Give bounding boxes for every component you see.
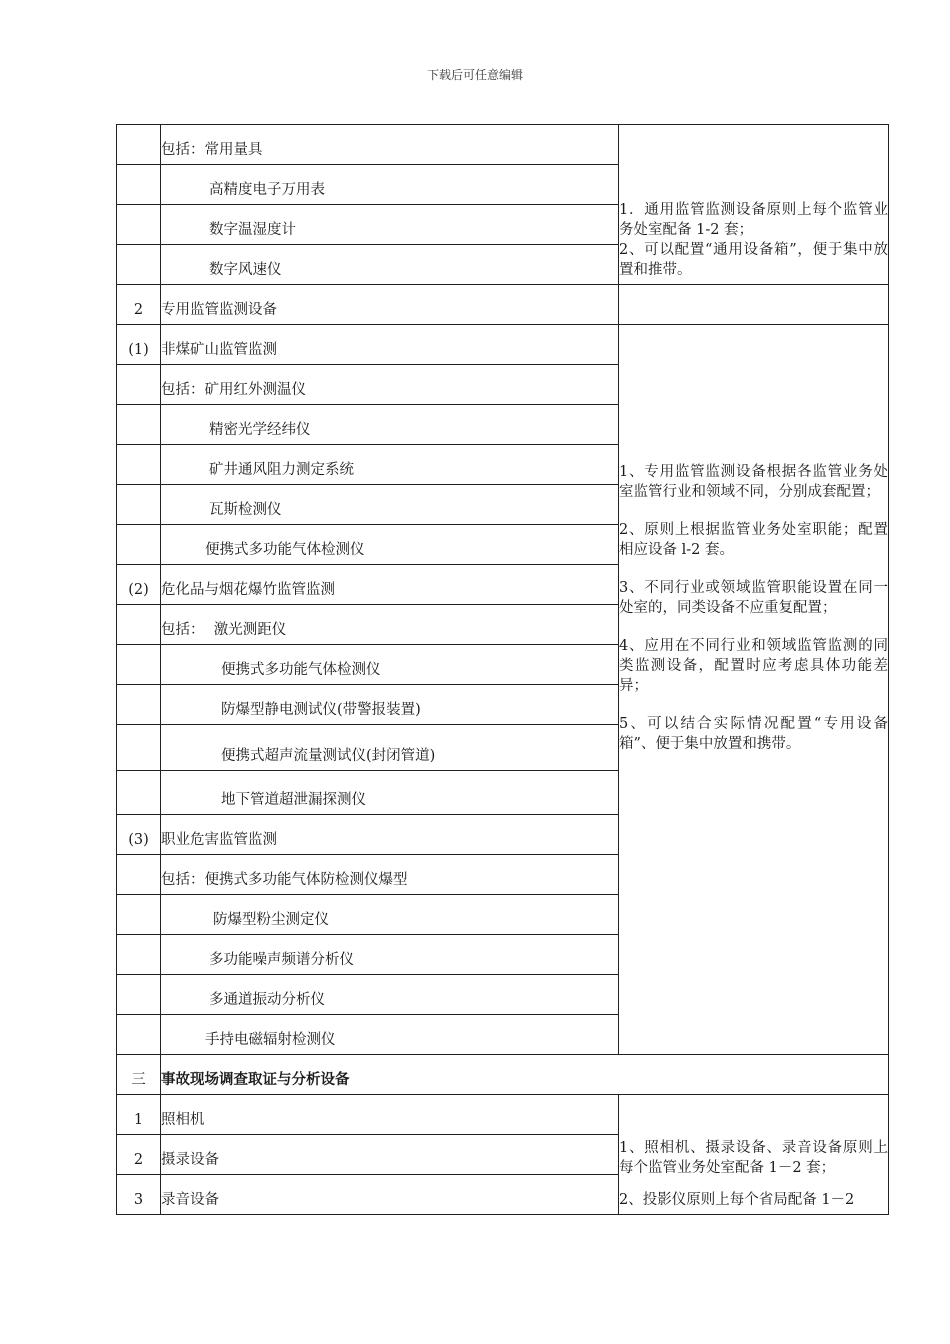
row-item: 非煤矿山监管监测: [161, 325, 619, 365]
row-number: [117, 365, 161, 405]
row-item: 防爆型静电测试仪(带警报装置): [161, 685, 619, 725]
row-number: [117, 645, 161, 685]
row-item: 矿井通风阻力测定系统: [161, 445, 619, 485]
row-item: 职业危害监管监测: [161, 815, 619, 855]
row-number: [117, 245, 161, 285]
row-item: 包括：常用量具: [161, 125, 619, 165]
row-number: [117, 125, 161, 165]
row-item: 精密光学经纬仪: [161, 405, 619, 445]
row-item: 手持电磁辐射检测仪: [161, 1015, 619, 1055]
row-item: 包括：矿用红外测温仪: [161, 365, 619, 405]
note-text: 2、投影仪原则上每个省局配备 1－2: [619, 1192, 855, 1208]
row-number: [117, 485, 161, 525]
row-item: 瓦斯检测仪: [161, 485, 619, 525]
row-item: 便携式超声流量测试仪(封闭管道): [161, 725, 619, 771]
row-number: [117, 935, 161, 975]
table-row: [117, 125, 889, 165]
table-row: [117, 285, 889, 325]
row-item: 摄录设备: [161, 1135, 619, 1175]
empty-note-cell: [619, 285, 889, 325]
row-number: [117, 205, 161, 245]
note-text: 2、可以配置“通用设备箱”，便于集中放置和推带。: [619, 242, 888, 278]
row-number: [117, 1015, 161, 1055]
row-number: [117, 165, 161, 205]
row-number: [117, 855, 161, 895]
row-item: 数字风速仪: [161, 245, 619, 285]
row-item: 高精度电子万用表: [161, 165, 619, 205]
note-text: 1、专用监管监测设备根据各监管业务处室监管行业和领域不同，分别成套配置；: [619, 463, 888, 500]
row-number: 3: [117, 1175, 161, 1215]
note-text: 1、照相机、摄录设备、录音设备原则上每个监管业务处室配备 1－2 套；: [619, 1140, 888, 1176]
row-number: [117, 405, 161, 445]
section-heading: 事故现场调查取证与分析设备: [161, 1055, 889, 1095]
row-number: [117, 525, 161, 565]
row-item: 包括：便携式多功能气体防检测仪爆型: [161, 855, 619, 895]
note-text: 4、应用在不同行业和领域监管监测的同类监测设备，配置时应考虑具体功能差异；: [619, 637, 888, 694]
row-number: [117, 445, 161, 485]
equipment-table: [116, 124, 889, 1215]
row-number: (3): [117, 815, 161, 855]
page-header-note: 下载后可任意编辑: [426, 68, 523, 82]
row-number: (2): [117, 565, 161, 605]
row-number: 三: [117, 1055, 161, 1095]
row-item: 录音设备: [161, 1175, 619, 1215]
row-number: 2: [117, 285, 161, 325]
notes-general: [619, 125, 889, 285]
row-number: [117, 685, 161, 725]
row-item: 便携式多功能气体检测仪: [161, 525, 619, 565]
row-item: 专用监管监测设备: [161, 285, 619, 325]
note-text: 3、不同行业或领域监管职能设置在同一处室的，同类设备不应重复配置；: [619, 579, 888, 616]
notes-special: [619, 325, 889, 1055]
row-item: 危化品与烟花爆竹监管监测: [161, 565, 619, 605]
note-text: 2、原则上根据监管业务处室职能；配置相应设备 l-2 套。: [619, 521, 888, 558]
row-number: 1: [117, 1095, 161, 1135]
row-item: 数字温湿度计: [161, 205, 619, 245]
row-number: [117, 725, 161, 771]
table-row: [117, 325, 889, 365]
notes-accident: [619, 1095, 889, 1215]
row-number: [117, 895, 161, 935]
row-number: [117, 771, 161, 815]
row-number: [117, 975, 161, 1015]
row-number: 2: [117, 1135, 161, 1175]
row-item: 照相机: [161, 1095, 619, 1135]
row-item: 包括： 激光测距仪: [161, 605, 619, 645]
row-item: 地下管道超泄漏探测仪: [161, 771, 619, 815]
table-row: [117, 1055, 889, 1095]
row-item: 防爆型粉尘测定仪: [161, 895, 619, 935]
row-item: 便携式多功能气体检测仪: [161, 645, 619, 685]
table-row: [117, 1095, 889, 1135]
row-number: [117, 605, 161, 645]
note-text: 5、可以结合实际情况配置“专用设备箱”、便于集中放置和携带。: [619, 715, 888, 752]
row-item: 多通道振动分析仪: [161, 975, 619, 1015]
row-number: (1): [117, 325, 161, 365]
row-item: 多功能噪声频谱分析仪: [161, 935, 619, 975]
note-text: 1．通用监管监测设备原则上每个监管业务处室配备 1-2 套；: [619, 202, 888, 238]
